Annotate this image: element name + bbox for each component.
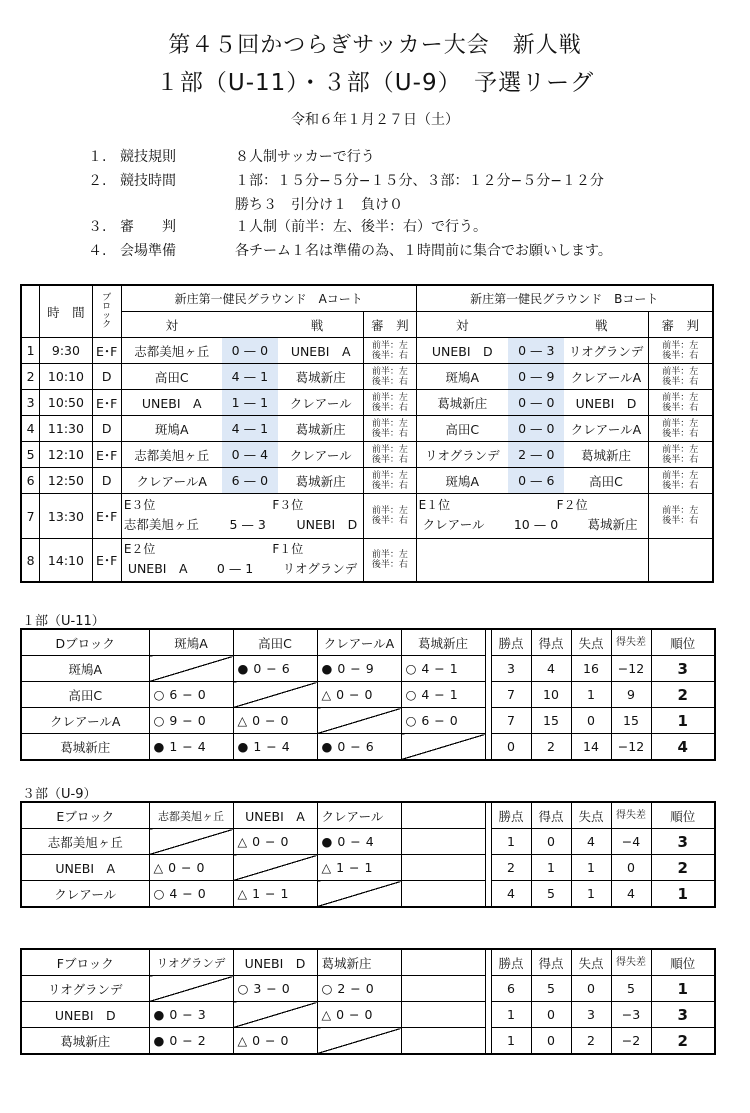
court-b-away-team: 葛城新庄 [564,442,648,468]
court-b-home-team: クレアール [422,517,485,532]
court-a-referee: 前半：左 後半：右 [364,390,416,416]
self-match-cell [233,1002,317,1028]
result-cell: △ 1 − 1 [317,855,401,881]
court-b-score: 0 — 0 [508,416,564,442]
result-cell: ● 0 − 4 [317,829,401,855]
court-a-referee: 前半：左 後半：右 [364,468,416,494]
row-number: 3 [21,390,40,416]
stat-points: 4 [491,881,531,908]
court-a-home-team: 斑鳩A [121,416,221,442]
court-b-score: 0 — 3 [508,338,564,364]
rules-list [88,146,612,264]
result-cell: △ 0 − 0 [317,1002,401,1028]
court-a-away-team: クレアール [278,442,364,468]
row-block: E･F [92,390,121,416]
col-team: 志都美旭ヶ丘 [149,802,233,829]
row-team: 葛城新庄 [21,1028,149,1055]
court-a-away-team: 葛城新庄 [278,468,364,494]
court-b-match [416,494,648,539]
court-b-home-team: 葛城新庄 [416,390,508,416]
court-b-away-team: クレアールA [564,416,648,442]
result-cell: △ 0 − 0 [149,855,233,881]
schedule-row [21,416,713,442]
stat-points: 2 [491,855,531,881]
court-b-referee: 前半：左 後半：右 [648,468,713,494]
stat-goals-for: 0 [531,1028,571,1055]
block-d-row [21,734,715,761]
schedule-table [20,284,714,583]
court-a-score: 0 — 0 [222,338,278,364]
row-number: 8 [21,539,40,583]
empty-cell [401,802,485,829]
row-team: UNEBI A [21,855,149,881]
self-match-cell [401,734,485,761]
header-court-a: 新庄第一健民グラウンド Aコート [121,285,416,312]
col-points: 勝点 [491,629,531,656]
row-block: D [92,468,121,494]
stat-rank: 2 [651,1028,715,1055]
block-e-row [21,855,715,881]
row-time: 13:30 [40,494,92,539]
court-a-match [121,539,363,583]
stat-goal-diff: 4 [611,881,651,908]
col-goal-diff: 得失差 [611,949,651,976]
stat-goal-diff: −2 [611,1028,651,1055]
court-a-score: 1 — 1 [222,390,278,416]
col-goal-diff: 得失差 [611,802,651,829]
court-b-seed-home: E１位 [418,498,451,512]
stat-points: 1 [491,1028,531,1055]
stat-goals-for: 15 [531,708,571,734]
rule-item [88,240,612,264]
rule-text: １部：１５分−５分−１５分、３部：１２分−５分−１２分 [235,173,604,189]
court-a-score: 4 — 1 [222,364,278,390]
stat-goal-diff: −12 [611,656,651,682]
rule-text: １人制（前半：左、後半：右）で行う。 [235,219,487,235]
court-a-away-team: UNEBI A [278,338,364,364]
header-time: 時 間 [40,285,92,338]
schedule-header-row [21,285,713,312]
result-cell: ○ 6 − 0 [149,682,233,708]
stat-rank: 1 [651,708,715,734]
row-number: 2 [21,364,40,390]
stat-goal-diff: 15 [611,708,651,734]
col-team: 斑鳩A [149,629,233,656]
stat-goals-against: 0 [571,708,611,734]
rule-text: ８人制サッカーで行う [235,149,375,165]
rule-item [88,216,612,240]
schedule-row [21,468,713,494]
rule-text: 各チーム１名は準備の為、１時間前に集合でお願いします。 [235,243,612,259]
court-b-away-team: クレアールA [564,364,648,390]
result-cell: △ 0 − 0 [233,708,317,734]
court-b-home-team: リオグランデ [416,442,508,468]
court-a-score: 0 — 1 [216,561,254,576]
schedule-row [21,494,713,539]
block-e-row [21,829,715,855]
title-line-2: １部（U-11）・３部（U-9） 予選リーグ [155,70,595,96]
court-a-seed-home: E２位 [123,542,156,556]
stat-goals-against: 0 [571,976,611,1002]
header-block: ブロック [92,285,121,338]
court-b-away-team: UNEBI D [564,390,648,416]
block-d-table [20,628,716,761]
row-team: 高田C [21,682,149,708]
col-team: クレアールA [317,629,401,656]
rule-label: 審 判 [120,219,176,235]
stat-rank: 3 [651,1002,715,1028]
header-court-b: 新庄第一健民グラウンド Bコート [416,285,713,312]
court-a-seed-away: F１位 [272,542,304,556]
stat-goals-against: 16 [571,656,611,682]
stat-goals-against: 2 [571,1028,611,1055]
header-referee-a: 審 判 [364,312,416,338]
court-b-referee: 前半：左 後半：右 [648,390,713,416]
row-time: 10:10 [40,364,92,390]
header-number [21,285,40,338]
rule-number: ４. [88,243,107,259]
row-team: 葛城新庄 [21,734,149,761]
result-cell: △ 1 − 1 [233,881,317,908]
row-block: E･F [92,494,121,539]
header-referee-b: 審 判 [648,312,713,338]
stat-goals-for: 4 [531,656,571,682]
result-cell: ● 0 − 9 [317,656,401,682]
court-a-home-team: クレアールA [121,468,221,494]
court-a-score: 4 — 1 [222,416,278,442]
row-block: D [92,416,121,442]
court-a-score: 5 — 3 [229,517,266,532]
row-block: E･F [92,338,121,364]
court-b-score: 0 — 0 [508,390,564,416]
row-team: UNEBI D [21,1002,149,1028]
result-cell: ○ 2 − 0 [317,976,401,1002]
court-b-home-team: 高田C [416,416,508,442]
stat-rank: 2 [651,855,715,881]
court-a-referee: 前半：左 後半：右 [364,416,416,442]
col-team: リオグランデ [149,949,233,976]
rule-number: ２. [88,173,107,189]
empty-cell [401,829,485,855]
court-b-score: 0 — 9 [508,364,564,390]
col-team: 高田C [233,629,317,656]
empty-cell [401,881,485,908]
event-date: 令和６年１月２７日（土） [291,112,459,128]
stat-goals-against: 4 [571,829,611,855]
col-rank: 順位 [651,802,715,829]
stat-goals-for: 0 [531,1002,571,1028]
stat-goals-for: 5 [531,881,571,908]
stat-goals-for: 10 [531,682,571,708]
court-b-away-team: 葛城新庄 [587,517,638,532]
col-points: 勝点 [491,949,531,976]
result-cell: ○ 4 − 1 [401,656,485,682]
result-cell: △ 0 − 0 [317,682,401,708]
stat-goals-for: 1 [531,855,571,881]
court-b-seed-away: F２位 [556,498,588,512]
court-a-score: 0 — 4 [222,442,278,468]
rule-text: 勝ち３ 引分け１ 負け０ [235,197,403,213]
court-a-home-team: 志都美旭ヶ丘 [121,442,221,468]
stat-goals-for: 2 [531,734,571,761]
stat-goal-diff: −12 [611,734,651,761]
stat-goals-for: 5 [531,976,571,1002]
self-match-cell [149,976,233,1002]
court-a-away-team: リオグランデ [282,561,358,576]
court-b-referee: 前半：左 後半：右 [648,442,713,468]
court-a-home-team: UNEBI A [121,390,221,416]
empty-cell [401,1002,485,1028]
row-time: 14:10 [40,539,92,583]
stat-goals-against: 1 [571,682,611,708]
section-label-u11: １部（U-11） [22,614,105,629]
court-b-referee: 前半：左 後半：右 [648,416,713,442]
row-block: D [92,364,121,390]
block-e-title: Eブロック [21,802,149,829]
stat-rank: 3 [651,829,715,855]
rule-number: １. [88,149,107,165]
col-points: 勝点 [491,802,531,829]
court-a-home-team: 志都美旭ヶ丘 [121,338,221,364]
court-a-referee: 前半：左 後半：右 [364,539,416,583]
schedule-row [21,338,713,364]
stat-goals-for: 0 [531,829,571,855]
col-team: UNEBI D [233,949,317,976]
stat-goal-diff: −4 [611,829,651,855]
stat-points: 7 [491,708,531,734]
rule-label: 競技時間 [120,173,176,189]
court-b-home-team: 斑鳩A [416,364,508,390]
stat-goals-against: 3 [571,1002,611,1028]
section-label-u9: ３部（U-9） [22,787,97,802]
result-cell: ● 0 − 3 [149,1002,233,1028]
court-b-home-team: 斑鳩A [416,468,508,494]
result-cell: ○ 6 − 0 [401,708,485,734]
stat-rank: 4 [651,734,715,761]
self-match-cell [317,708,401,734]
row-time: 10:50 [40,390,92,416]
col-goals-against: 失点 [571,629,611,656]
result-cell: ○ 9 − 0 [149,708,233,734]
self-match-cell [317,1028,401,1055]
court-b-referee: 前半：左 後半：右 [648,364,713,390]
result-cell: ● 1 − 4 [149,734,233,761]
stat-points: 1 [491,1002,531,1028]
col-team: クレアール [317,802,401,829]
result-cell: ● 0 − 2 [149,1028,233,1055]
result-cell: ● 1 − 4 [233,734,317,761]
block-f-row [21,976,715,1002]
block-e-header [21,802,715,829]
court-a-referee: 前半：左 後半：右 [364,338,416,364]
empty-cell [401,1028,485,1055]
block-f-header [21,949,715,976]
schedule-row [21,390,713,416]
stat-points: 3 [491,656,531,682]
block-f-title: Fブロック [21,949,149,976]
header-match-b: 戦 [508,312,648,338]
result-cell: △ 0 − 0 [233,829,317,855]
block-d-row [21,656,715,682]
block-f-table [20,948,716,1055]
row-time: 11:30 [40,416,92,442]
col-goals-against: 失点 [571,802,611,829]
self-match-cell [233,682,317,708]
stat-goal-diff: 9 [611,682,651,708]
row-time: 12:10 [40,442,92,468]
rule-item [88,146,612,170]
row-time: 12:50 [40,468,92,494]
stat-rank: 3 [651,656,715,682]
row-number: 5 [21,442,40,468]
self-match-cell [317,881,401,908]
stat-points: 6 [491,976,531,1002]
court-a-seed-home: E３位 [123,498,156,512]
court-a-match [121,494,363,539]
col-team: 葛城新庄 [401,629,485,656]
row-number: 4 [21,416,40,442]
header-match-a: 戦 [222,312,364,338]
col-team: UNEBI A [233,802,317,829]
court-a-away-team: クレアール [278,390,364,416]
schedule-row [21,442,713,468]
empty-cell [401,949,485,976]
block-f-row [21,1002,715,1028]
result-cell: △ 0 − 0 [233,1028,317,1055]
block-d-header [21,629,715,656]
court-a-referee: 前半：左 後半：右 [364,442,416,468]
block-f-row [21,1028,715,1055]
stat-goals-against: 14 [571,734,611,761]
result-cell: ○ 3 − 0 [233,976,317,1002]
court-a-home-team: UNEBI A [127,561,188,576]
row-time: 9:30 [40,338,92,364]
stat-points: 0 [491,734,531,761]
court-b-away-team: リオグランデ [564,338,648,364]
result-cell: ● 0 − 6 [233,656,317,682]
stat-goals-against: 1 [571,881,611,908]
title-line-1: 第４５回かつらぎサッカー大会 新人戦 [168,33,582,58]
row-team: クレアールA [21,708,149,734]
row-number: 1 [21,338,40,364]
stat-goal-diff: −3 [611,1002,651,1028]
col-rank: 順位 [651,949,715,976]
stat-points: 1 [491,829,531,855]
court-a-referee: 前半：左 後半：右 [364,494,416,539]
row-block: E･F [92,539,121,583]
row-team: クレアール [21,881,149,908]
rule-item [88,170,612,194]
schedule-subheader-row [21,312,713,338]
row-team: 志都美旭ヶ丘 [21,829,149,855]
col-team: 葛城新庄 [317,949,401,976]
row-number: 6 [21,468,40,494]
block-d-title: Dブロック [21,629,149,656]
stat-goal-diff: 0 [611,855,651,881]
court-b-referee: 前半：左 後半：右 [648,494,713,539]
self-match-cell [149,829,233,855]
col-goals-against: 失点 [571,949,611,976]
court-a-home-team: 高田C [121,364,221,390]
row-team: リオグランデ [21,976,149,1002]
court-b-score: 0 — 6 [508,468,564,494]
block-e-table [20,801,716,908]
stat-rank: 1 [651,976,715,1002]
court-a-referee: 前半：左 後半：右 [364,364,416,390]
court-b-score: 2 — 0 [508,442,564,468]
court-b-referee: 前半：左 後半：右 [648,338,713,364]
empty-cell [401,855,485,881]
rule-item [88,194,612,216]
result-cell: ○ 4 − 1 [401,682,485,708]
stat-points: 7 [491,682,531,708]
row-team: 斑鳩A [21,656,149,682]
result-cell: ● 0 − 6 [317,734,401,761]
court-a-away-team: 葛城新庄 [278,364,364,390]
schedule-row [21,539,713,583]
col-goals-for: 得点 [531,949,571,976]
schedule-row [21,364,713,390]
rule-label: 会場準備 [120,243,176,259]
row-number: 7 [21,494,40,539]
court-a-away-team: UNEBI D [296,517,358,532]
stat-rank: 1 [651,881,715,908]
court-b-home-team: UNEBI D [416,338,508,364]
block-d-row [21,708,715,734]
stat-goals-against: 1 [571,855,611,881]
court-a-seed-away: F３位 [272,498,304,512]
col-rank: 順位 [651,629,715,656]
col-goal-diff: 得失差 [611,629,651,656]
self-match-cell [233,855,317,881]
block-d-row [21,682,715,708]
self-match-cell [149,656,233,682]
col-goals-for: 得点 [531,802,571,829]
stat-rank: 2 [651,682,715,708]
stat-goal-diff: 5 [611,976,651,1002]
row-block: E･F [92,442,121,468]
court-a-away-team: 葛城新庄 [278,416,364,442]
rule-number: ３. [88,219,107,235]
court-b-referee-empty [648,539,713,583]
header-vs-b: 対 [416,312,508,338]
court-b-empty [416,539,648,583]
block-e-row [21,881,715,908]
empty-cell [401,976,485,1002]
court-a-score: 6 — 0 [222,468,278,494]
col-goals-for: 得点 [531,629,571,656]
court-a-home-team: 志都美旭ヶ丘 [123,517,199,532]
header-vs-a: 対 [121,312,221,338]
court-b-score: 10 — 0 [513,517,559,532]
rule-label: 競技規則 [120,149,176,165]
court-b-away-team: 高田C [564,468,648,494]
result-cell: ○ 4 − 0 [149,881,233,908]
